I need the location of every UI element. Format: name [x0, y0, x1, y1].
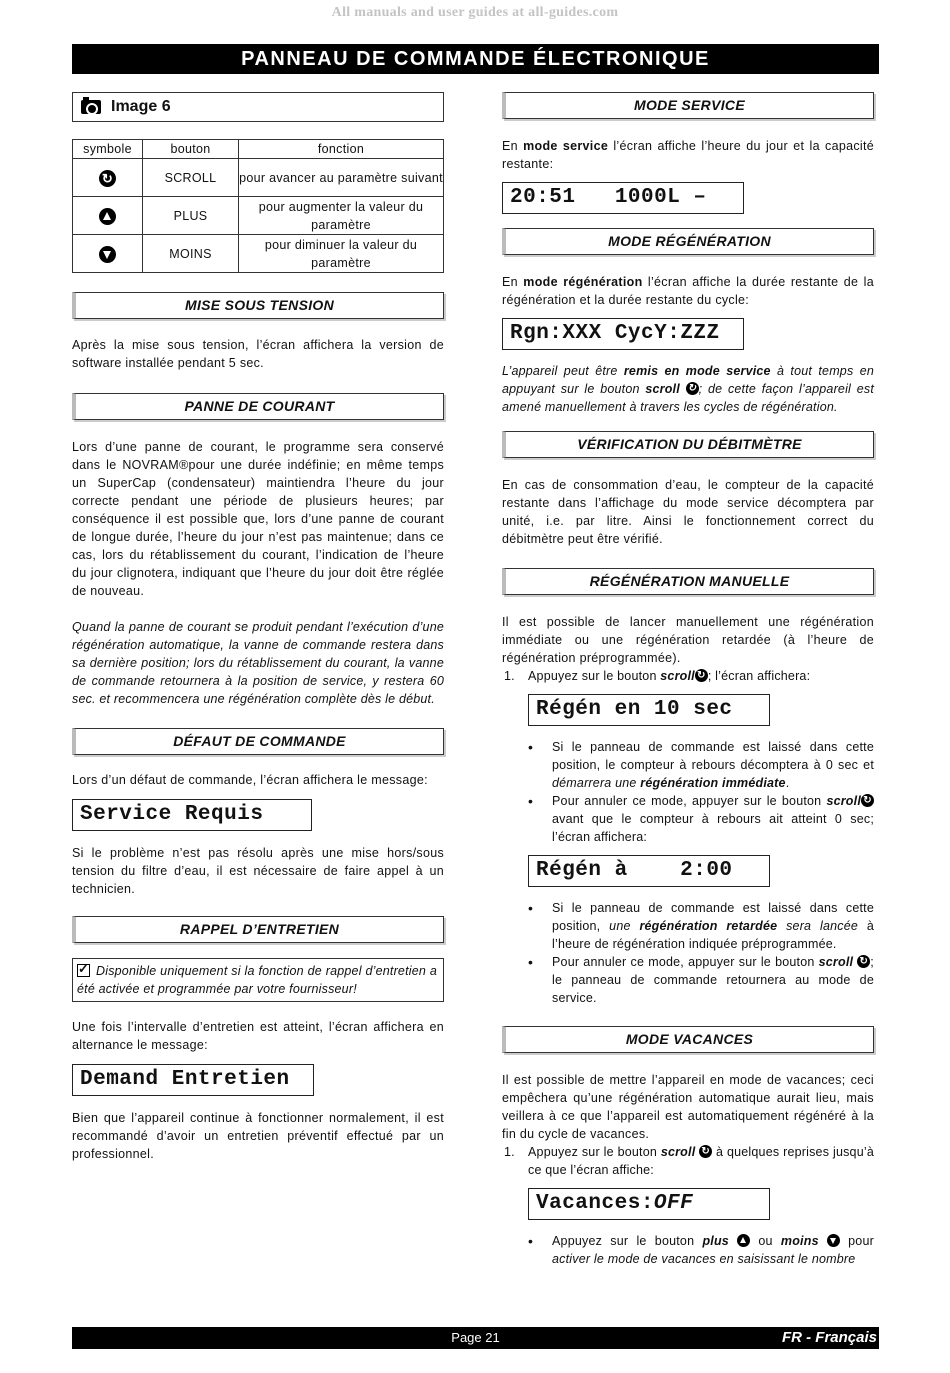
- mode-regeneration-italic: L’appareil peut être remis en mode service à tout temps en appuyant sur le bouton scroll ↻ ; de cette façon l’appareil est amené manuellement à travers les cycles de régénération.: [502, 362, 874, 416]
- table-header-row: [73, 140, 444, 159]
- table-row: [73, 235, 444, 273]
- scroll-icon: [686, 382, 699, 395]
- rappel-entretien-note-text: Disponible uniquement si la fonction de rappel d’entretien a été activée et programmée par votre fournisseur!: [77, 964, 437, 996]
- table-row: [73, 197, 444, 235]
- lcd-display-regen-10-sec: Régén en 10 sec: [528, 694, 770, 726]
- section-heading-defaut-de-commande: DÉFAUT DE COMMANDE: [72, 728, 444, 755]
- scroll-icon: [99, 170, 116, 187]
- moins-down-icon: [99, 246, 116, 263]
- button-symbol-table: [72, 139, 444, 273]
- plus-up-icon: [99, 208, 116, 225]
- lcd-display-regen-2-00: Régén à 2:00: [528, 855, 770, 887]
- rappel-entretien-text2: Bien que l’appareil continue à fonctionner normalement, il est recommandé d’avoir un entretien préventif effectué par un professionnel.: [72, 1111, 444, 1161]
- plus-up-icon: [737, 1234, 750, 1247]
- regeneration-manuelle-text: Il est possible de lancer manuellement une régénération immédiate ou une régénération retardée (à l’heure de régénération préprogrammée).: [502, 615, 874, 665]
- page-title: PANNEAU DE COMMANDE ÉLECTRONIQUE: [72, 44, 879, 74]
- list-item: • Pour annuler ce mode, appuyer sur le bouton scroll↻ avant que le compteur à rebours ait atteint 0 sec; l’écran affichera:: [502, 792, 874, 846]
- mise-sous-tension-text: Après la mise sous tension, l’écran affichera la version de software installée pendant 5 sec.: [72, 338, 444, 370]
- table-header: symbole: [73, 140, 143, 159]
- scroll-icon: [695, 669, 708, 682]
- list-item: • Pour annuler ce mode, appuyer sur le bouton scroll ↻ ; le panneau de commande retournera au mode de service.: [502, 953, 874, 1007]
- mode-service-text: En mode service l’écran affiche l’heure du jour et la capacité restante:: [502, 139, 874, 171]
- list-item: • Appuyez sur le bouton plus ou moins pour activer le mode de vacances en saisissant le nombre: [502, 1232, 874, 1268]
- table-cell-symbol: [73, 235, 143, 273]
- lcd-display-vacances: Vacances:OFF: [528, 1188, 770, 1220]
- rappel-entretien-text: Une fois l’intervalle d’entretien est atteint, l’écran affichera en alternance le message:: [72, 1020, 444, 1052]
- table-cell-button: SCROLL: [143, 159, 239, 197]
- lcd-display-service-requis: Service Requis: [72, 799, 312, 831]
- panne-de-courant-text: Lors d’une panne de courant, le programme sera conservé dans le NOVRAM®pour une durée indéfinie; en même temps un SuperCap (condensateur) maintiendra l’heure du jour correcte pendant une période de plusieurs heures; par conséquence il est possible que, lors d’une panne de courant de longue durée, l’heure du jour n’est pas maintenue; dans ce cas, lors du rétablissement du courant, l’indication de l’heure du jour clignotera, indiquant que l’heure du jour doit être réglée de nouveau.: [72, 440, 444, 598]
- regeneration-manuelle-bullets-1: [502, 738, 874, 846]
- panne-de-courant-italic: Quand la panne de courant se produit pendant l’exécution d’une régénération automatique, la vanne de commande restera dans sa dernière position; lors du rétablissement du courant, la vanne de commande retournera à la position de service, y restera 60 sec. et recommencera une régénération complète dès le début.: [72, 620, 444, 706]
- table-row: [73, 159, 444, 197]
- list-item: • Si le panneau de commande est laissé dans cette position, une régénération retardée sera lancée à l’heure de régénération indiquée préprogrammée.: [502, 899, 874, 953]
- left-column: [72, 92, 444, 1163]
- table-cell-button: PLUS: [143, 197, 239, 235]
- scroll-icon: [857, 955, 870, 968]
- regeneration-manuelle-bullets-2: [502, 899, 874, 1007]
- scroll-icon: [861, 794, 874, 807]
- list-item: • Si le panneau de commande est laissé dans cette position, le compteur à rebours décomptera à 0 sec et démarrera une régénération immédiate.: [502, 738, 874, 792]
- camera-icon: [81, 100, 101, 114]
- right-column: [502, 92, 874, 1268]
- table-cell-symbol: [73, 197, 143, 235]
- section-heading-rappel-entretien: RAPPEL D’ENTRETIEN: [72, 916, 444, 943]
- regeneration-manuelle-step-1: 1. Appuyez sur le bouton scroll↻ ; l’écran affichera:: [502, 667, 874, 685]
- section-heading-verification-debitmetre: VÉRIFICATION DU DÉBITMÈTRE: [502, 431, 874, 458]
- table-cell-function: pour diminuer la valeur du paramètre: [239, 235, 444, 273]
- language-label: FR - Français: [781, 1329, 877, 1346]
- mode-regeneration-text: En mode régénération l’écran affiche la durée restante de la régénération et la durée restante du cycle:: [502, 275, 875, 307]
- page-number: Page 21: [451, 1330, 500, 1345]
- footer-bar: [72, 1327, 879, 1349]
- checkbox-icon: [77, 964, 90, 977]
- mode-vacances-step-1: 1. Appuyez sur le bouton scroll ↻ à quelques reprises jusqu’à ce que l’écran affiche:: [502, 1143, 874, 1179]
- image-label-box: [72, 92, 444, 122]
- rappel-entretien-note: [72, 958, 444, 1002]
- table-cell-button: MOINS: [143, 235, 239, 273]
- scroll-icon: [699, 1145, 712, 1158]
- table-header: bouton: [143, 140, 239, 159]
- lcd-display-demand-entretien: Demand Entretien: [72, 1064, 314, 1096]
- table-cell-function: pour augmenter la valeur du paramètre: [239, 197, 444, 235]
- table-cell-function: pour avancer au paramètre suivant: [239, 159, 444, 197]
- table-cell-symbol: [73, 159, 143, 197]
- lcd-display-regeneration: Rgn:XXX CycY:ZZZ: [502, 318, 744, 350]
- verification-text: En cas de consommation d’eau, le compteur de la capacité restante dans l’affichage du mode service décomptera par unité, i.e. par litre. Ainsi le fonctionnement correct du débitmètre peut être vérifié.: [502, 478, 874, 546]
- mode-vacances-bullets: [502, 1232, 874, 1268]
- defaut-de-commande-text2: Si le problème n’est pas résolu après une mise hors/sous tension du filtre d’eau, il est nécessaire de faire appel à un technicien.: [72, 846, 444, 896]
- section-heading-mode-vacances: MODE VACANCES: [502, 1026, 874, 1053]
- lcd-display-service: 20:51 1000L –: [502, 182, 744, 214]
- section-heading-mode-service: MODE SERVICE: [502, 92, 874, 119]
- defaut-de-commande-text: Lors d’un défaut de commande, l’écran affichera le message:: [72, 773, 428, 787]
- section-heading-regeneration-manuelle: RÉGÉNÉRATION MANUELLE: [502, 568, 874, 595]
- watermark: All manuals and user guides at all-guides.com: [331, 5, 619, 20]
- section-heading-panne-de-courant: PANNE DE COURANT: [72, 393, 444, 420]
- image-label: Image 6: [111, 98, 171, 115]
- section-heading-mode-regeneration: MODE RÉGÉNÉRATION: [502, 228, 874, 255]
- mode-vacances-text: Il est possible de mettre l’appareil en mode de vacances; ceci empêchera qu’une régénération automatique aurait lieu, mais veillera à ce que l’appareil est automatiquement régénéré à la fin du cycle de vacances.: [502, 1073, 874, 1141]
- moins-down-icon: [827, 1234, 840, 1247]
- table-header: fonction: [239, 140, 444, 159]
- section-heading-mise-sous-tension: MISE SOUS TENSION: [72, 292, 444, 319]
